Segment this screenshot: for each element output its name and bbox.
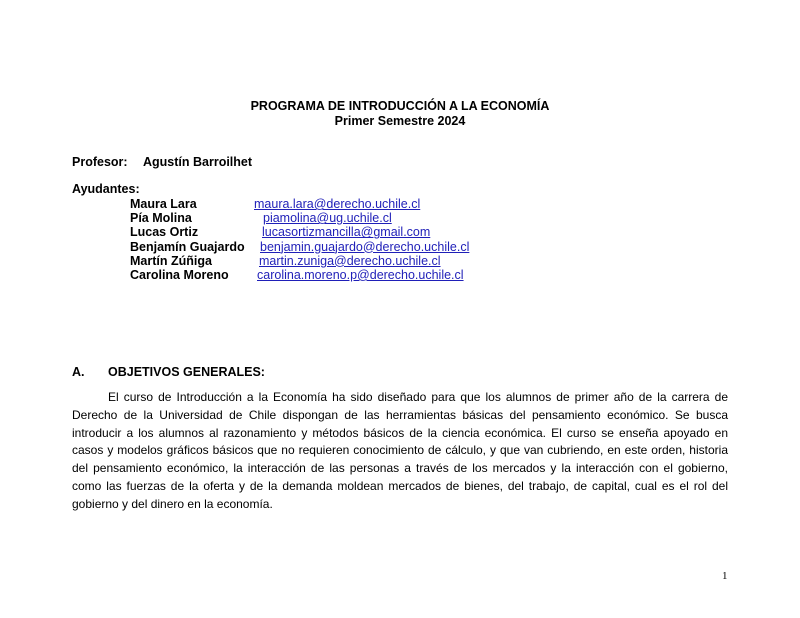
assistant-email-link[interactable]: benjamin.guajardo@derecho.uchile.cl [260, 239, 470, 254]
assistant-name: Pía Molina [130, 211, 192, 226]
assistant-name: Maura Lara [130, 197, 197, 211]
section-a-body: El curso de Introducción a la Economía ha sido diseñado para que los alumnos de primer año de la carrera de Derecho de la Universidad de Chile dispongan de las herramientas básicas del pensamiento económico. Se busca introducir a los alumnos al razonamiento y métodos básicos de la ciencia económica. El curso se enseña apoyado en casos y modelos gráficos básicos que no requieren conocimiento de cálculo, y que van cubriendo, en este orden, historia del pensamiento económico, la interacción de las personas a través de los mercados y la interacción con el gobierno, como las fuerzas de la oferta y de la demanda moldean mercados de bienes, del trabajo, de capital, cual es el rol del gobierno y del dinero en la economía. [72, 390, 728, 511]
ayudantes-label: Ayudantes: [72, 182, 140, 196]
assistant-name: Martín Zúñiga [130, 253, 212, 268]
page-number: 1 [722, 570, 728, 582]
assistant-name: Lucas Ortiz [130, 225, 199, 240]
profesor-name: Agustín Barroilhet [143, 155, 253, 169]
assistant-email-link[interactable]: carolina.moreno.p@derecho.uchile.cl [257, 267, 464, 282]
assistant-name: Carolina Moreno [130, 267, 229, 282]
assistant-email-link[interactable]: martin.zuniga@derecho.uchile.cl [259, 253, 441, 268]
assistant-email-link[interactable]: piamolina@ug.uchile.cl [263, 211, 392, 226]
assistant-email-link[interactable]: maura.lara@derecho.uchile.cl [254, 197, 421, 211]
assistant-name: Benjamín Guajardo [130, 239, 245, 254]
section-a-heading [72, 365, 265, 380]
assistant-email-link[interactable]: lucasortizmancilla@gmail.com [262, 225, 431, 240]
document-title: PROGRAMA DE INTRODUCCIÓN A LA ECONOMÍA [250, 99, 550, 113]
document-subtitle: Primer Semestre 2024 [334, 114, 466, 128]
section-a-title: OBJETIVOS GENERALES: [108, 365, 265, 379]
section-a-letter: A. [72, 365, 85, 379]
profesor-label: Profesor: [72, 155, 128, 169]
profesor-line [72, 155, 252, 170]
